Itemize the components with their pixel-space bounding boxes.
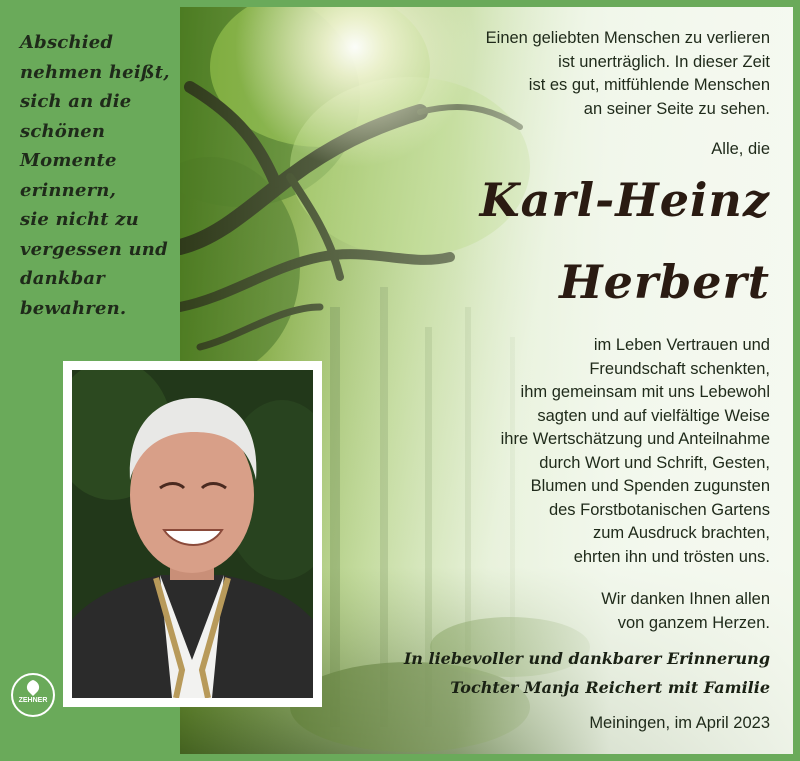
tree-icon [13, 678, 53, 698]
place-date: Meiningen, im April 2023 [589, 714, 770, 732]
funeral-home-logo [11, 673, 55, 717]
portrait-frame [63, 361, 322, 707]
farewell-quote: Abschied nehmen heißt, sich an die schönen Momente erinnern, sie nicht zu vergessen und dankbar bewahren. [20, 32, 170, 319]
deceased-first-name: Karl-Heinz [479, 173, 770, 227]
logo-text: ZEHNER [18, 697, 48, 704]
salutation-text: Alle, die [711, 140, 770, 158]
signature-line-1: In liebevoller und dankbarer Erinnerung [403, 649, 770, 668]
deceased-last-name: Herbert [559, 255, 770, 309]
portrait-illustration [72, 370, 313, 698]
intro-text: Einen geliebten Menschen zu verlieren ist unerträglich. In dieser Zeit ist es gut, mitfühlende Menschen an seiner Seite zu sehen. [485, 29, 770, 118]
body-text: im Leben Vertrauen und Freundschaft schenkten, ihm gemeinsam mit uns Lebewohl sagten und auf vielfältige Weise ihre Wertschätzung und Anteilnahme durch Wort und Schrift, Gesten, Blumen und Spenden zugunsten des Forstbotanischen Gartens zum Ausdruck brachten, ehrten ihn und trösten uns. [500, 336, 770, 566]
thanks-text: Wir danken Ihnen allen von ganzem Herzen. [601, 590, 770, 632]
portrait-photo [72, 370, 313, 698]
signature-line-2: Tochter Manja Reichert mit Familie [450, 678, 770, 697]
